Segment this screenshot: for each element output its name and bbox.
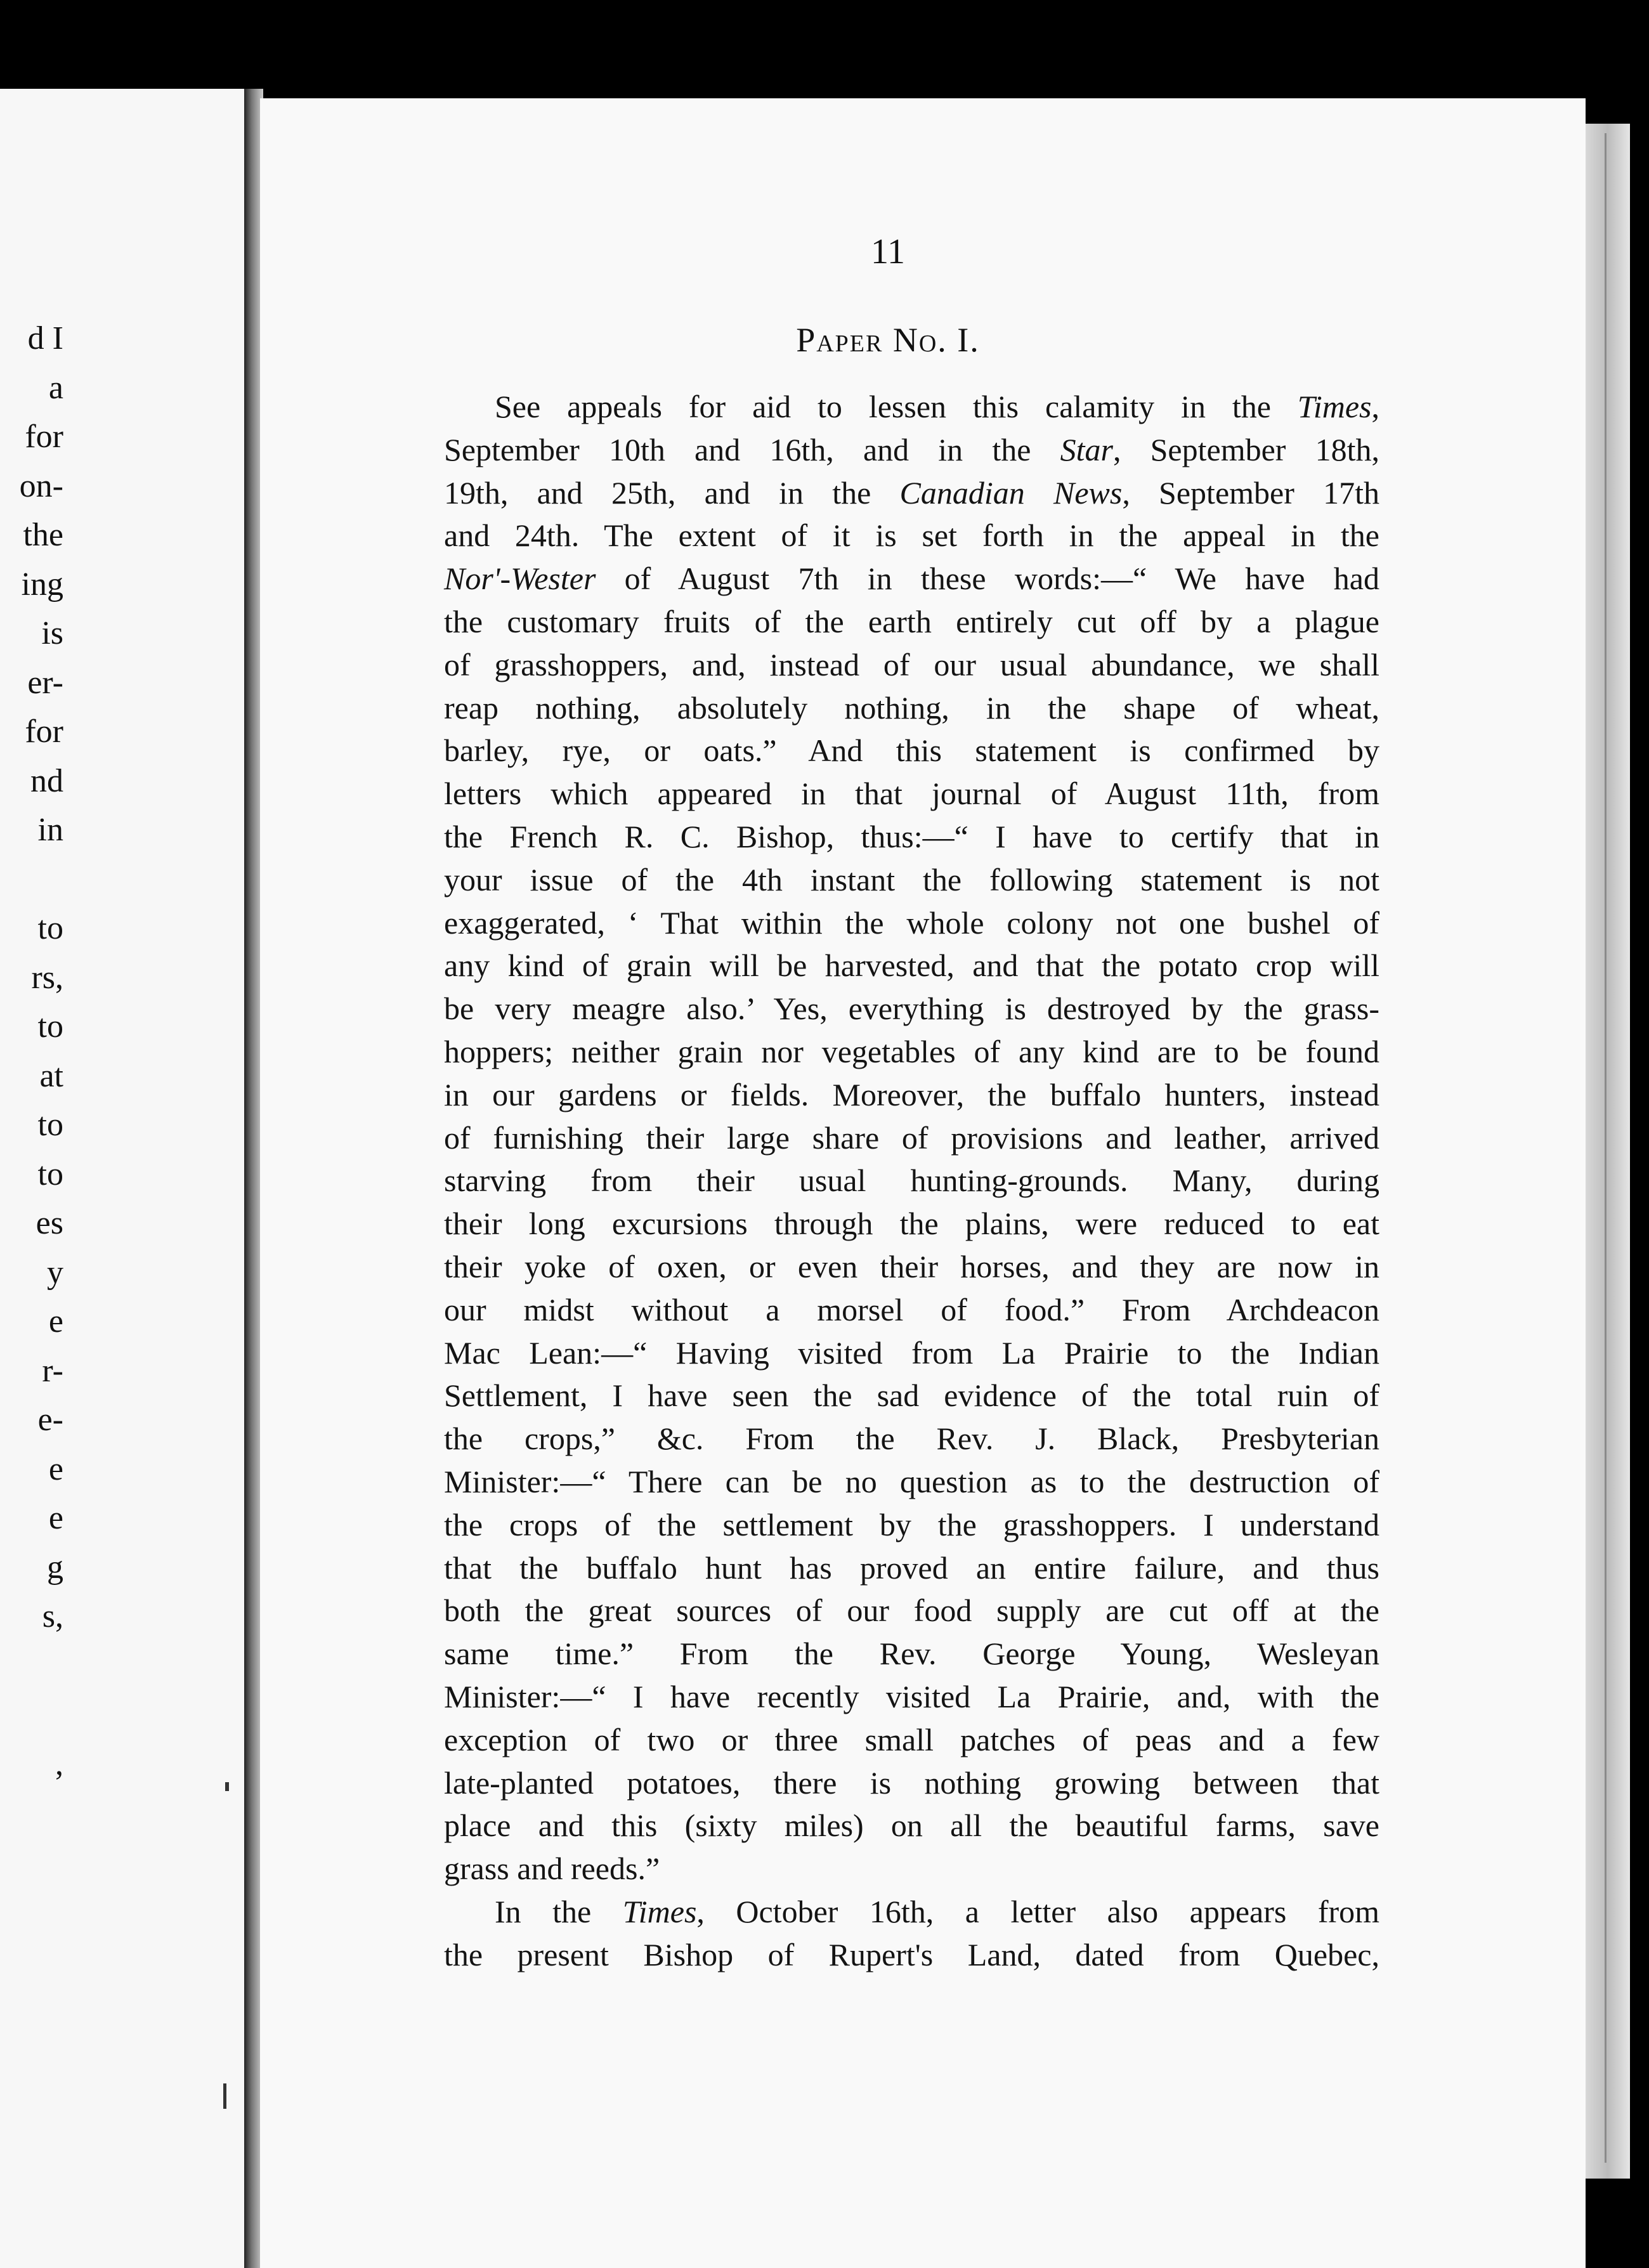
previous-page-fragment: e- <box>37 1402 63 1438</box>
text-line: of grasshoppers, and, instead of our usual abundance, we shall <box>444 646 1379 682</box>
text-line: place and this (sixty miles) on all the beautiful farms, save <box>444 1808 1379 1844</box>
body-text <box>444 386 1379 1976</box>
previous-page-fragment: y <box>47 1254 63 1291</box>
previous-page-fragment: on- <box>19 467 63 504</box>
page-edge <box>1586 124 1630 2179</box>
previous-page-fragment: nd <box>30 762 63 799</box>
previous-page-text-fragments <box>0 314 63 1789</box>
paragraph <box>444 1891 1379 1977</box>
text-line: starving from their usual hunting-grounds. Many, during <box>444 1163 1379 1199</box>
text-line: our midst without a morsel of food.” From Archdeacon <box>444 1291 1379 1327</box>
text-line: Minister:—“ There can be no question as to the destruction of <box>444 1463 1379 1499</box>
text-line: of furnishing their large share of provisions and leather, arrived <box>444 1119 1379 1156</box>
text-line: reap nothing, absolutely nothing, in the shape of wheat, <box>444 689 1379 726</box>
text-line: exaggerated, ‘ That within the whole colony not one bushel of <box>444 904 1379 941</box>
text-line: the customary fruits of the earth entirely cut off by a plague <box>444 603 1379 639</box>
previous-page-fragment: e <box>48 1450 63 1487</box>
text-line: Mac Lean:—“ Having visited from La Prairie to the Indian <box>444 1334 1379 1371</box>
previous-page-fragment: to <box>37 1156 63 1192</box>
previous-page-fragment: e <box>48 1500 63 1536</box>
text-line: the French R. C. Bishop, thus:—“ I have to certify that in <box>444 818 1379 854</box>
text-line: the present Bishop of Rupert's Land, dated from Quebec, <box>444 1936 1379 1972</box>
margin-mark <box>225 1782 229 1791</box>
previous-page-fragment: at <box>39 1057 63 1094</box>
text-line: that the buffalo hunt has proved an entire failure, and thus <box>444 1549 1379 1586</box>
text-line: their yoke of oxen, or even their horses, and they are now in <box>444 1248 1379 1284</box>
text-line: your issue of the 4th instant the following statement is not <box>444 861 1379 897</box>
text-line: barley, rye, or oats.” And this statement is confirmed by <box>444 733 1379 769</box>
previous-page-fragment: for <box>25 714 63 750</box>
text-line: exception of two or three small patches of peas and a few <box>444 1721 1379 1757</box>
text-line: 19th, and 25th, and in the Canadian News, September 17th <box>444 474 1379 511</box>
previous-page-fragment: ing <box>21 566 63 603</box>
text-line: September 10th and 16th, and in the Star, September 18th, <box>444 431 1379 467</box>
previous-page-fragment: to <box>37 910 63 946</box>
previous-page-fragment: r- <box>42 1352 63 1389</box>
previous-page-fragment: s, <box>42 1598 63 1634</box>
text-line: in our gardens or fields. Moreover, the buffalo hunters, instead <box>444 1076 1379 1112</box>
previous-page-fragment: for <box>25 419 63 455</box>
text-line: same time.” From the Rev. George Young, Wesleyan <box>444 1636 1379 1672</box>
text-line: late-planted potatoes, there is nothing growing between that <box>444 1764 1379 1801</box>
previous-page-fragment: is <box>41 615 63 651</box>
previous-page-fragment: d I <box>27 320 63 356</box>
previous-page-fragment: rs, <box>31 959 63 996</box>
previous-page-fragment: e <box>48 1303 63 1339</box>
previous-page-fragment <box>0 1690 63 1740</box>
previous-page-fragment: , <box>55 1745 63 1782</box>
previous-page-fragment: to <box>37 1008 63 1045</box>
page-edge-line <box>1605 133 1607 2163</box>
text-line: Settlement, I have seen the sad evidence of the total ruin of <box>444 1378 1379 1414</box>
previous-page-fragment: a <box>48 369 63 406</box>
previous-page-fragment <box>0 1641 63 1691</box>
text-line: hoppers; neither grain nor vegetables of any kind are to be found <box>444 1033 1379 1069</box>
text-line: both the great sources of our food supply are cut off at the <box>444 1593 1379 1629</box>
previous-page-fragment: the <box>23 517 63 553</box>
text-line: any kind of grain will be harvested, and that the potato crop will <box>444 948 1379 984</box>
previous-page-fragment: in <box>37 812 63 848</box>
text-line: their long excursions through the plains, were reduced to eat <box>444 1206 1379 1242</box>
previous-page-fragment: to <box>37 1107 63 1143</box>
text-line: Minister:—“ I have recently visited La Prairie, and, with the <box>444 1678 1379 1714</box>
previous-page <box>0 89 247 2268</box>
text-line: be very meagre also.’ Yes, everything is destroyed by the grass- <box>444 991 1379 1027</box>
previous-page-fragment: es <box>36 1205 63 1241</box>
margin-mark <box>223 2083 226 2109</box>
section-heading-text: Paper No. I. <box>796 321 980 359</box>
text-line: See appeals for aid to lessen this calamity in the Times, <box>495 389 1379 424</box>
previous-page-fragment <box>0 855 63 904</box>
previous-page-fragment: er- <box>27 664 63 701</box>
previous-page-fragment: g <box>47 1549 63 1586</box>
text-line: In the Times, October 16th, a letter also appears from <box>495 1893 1380 1929</box>
text-line: letters which appeared in that journal of August 11th, from <box>444 776 1379 812</box>
text-line: the crops of the settlement by the grasshoppers. I understand <box>444 1506 1379 1542</box>
text-line: grass and reeds.” <box>444 1851 660 1887</box>
section-heading <box>571 320 1205 360</box>
text-line: the crops,” &c. From the Rev. J. Black, Presbyterian <box>444 1421 1379 1457</box>
page-number: 11 <box>871 232 905 271</box>
text-line: Nor'-Wester of August 7th in these words:—“ We have had <box>444 561 1379 597</box>
text-line: and 24th. The extent of it is set forth in the appeal in the <box>444 518 1379 554</box>
paragraph <box>444 386 1379 1891</box>
